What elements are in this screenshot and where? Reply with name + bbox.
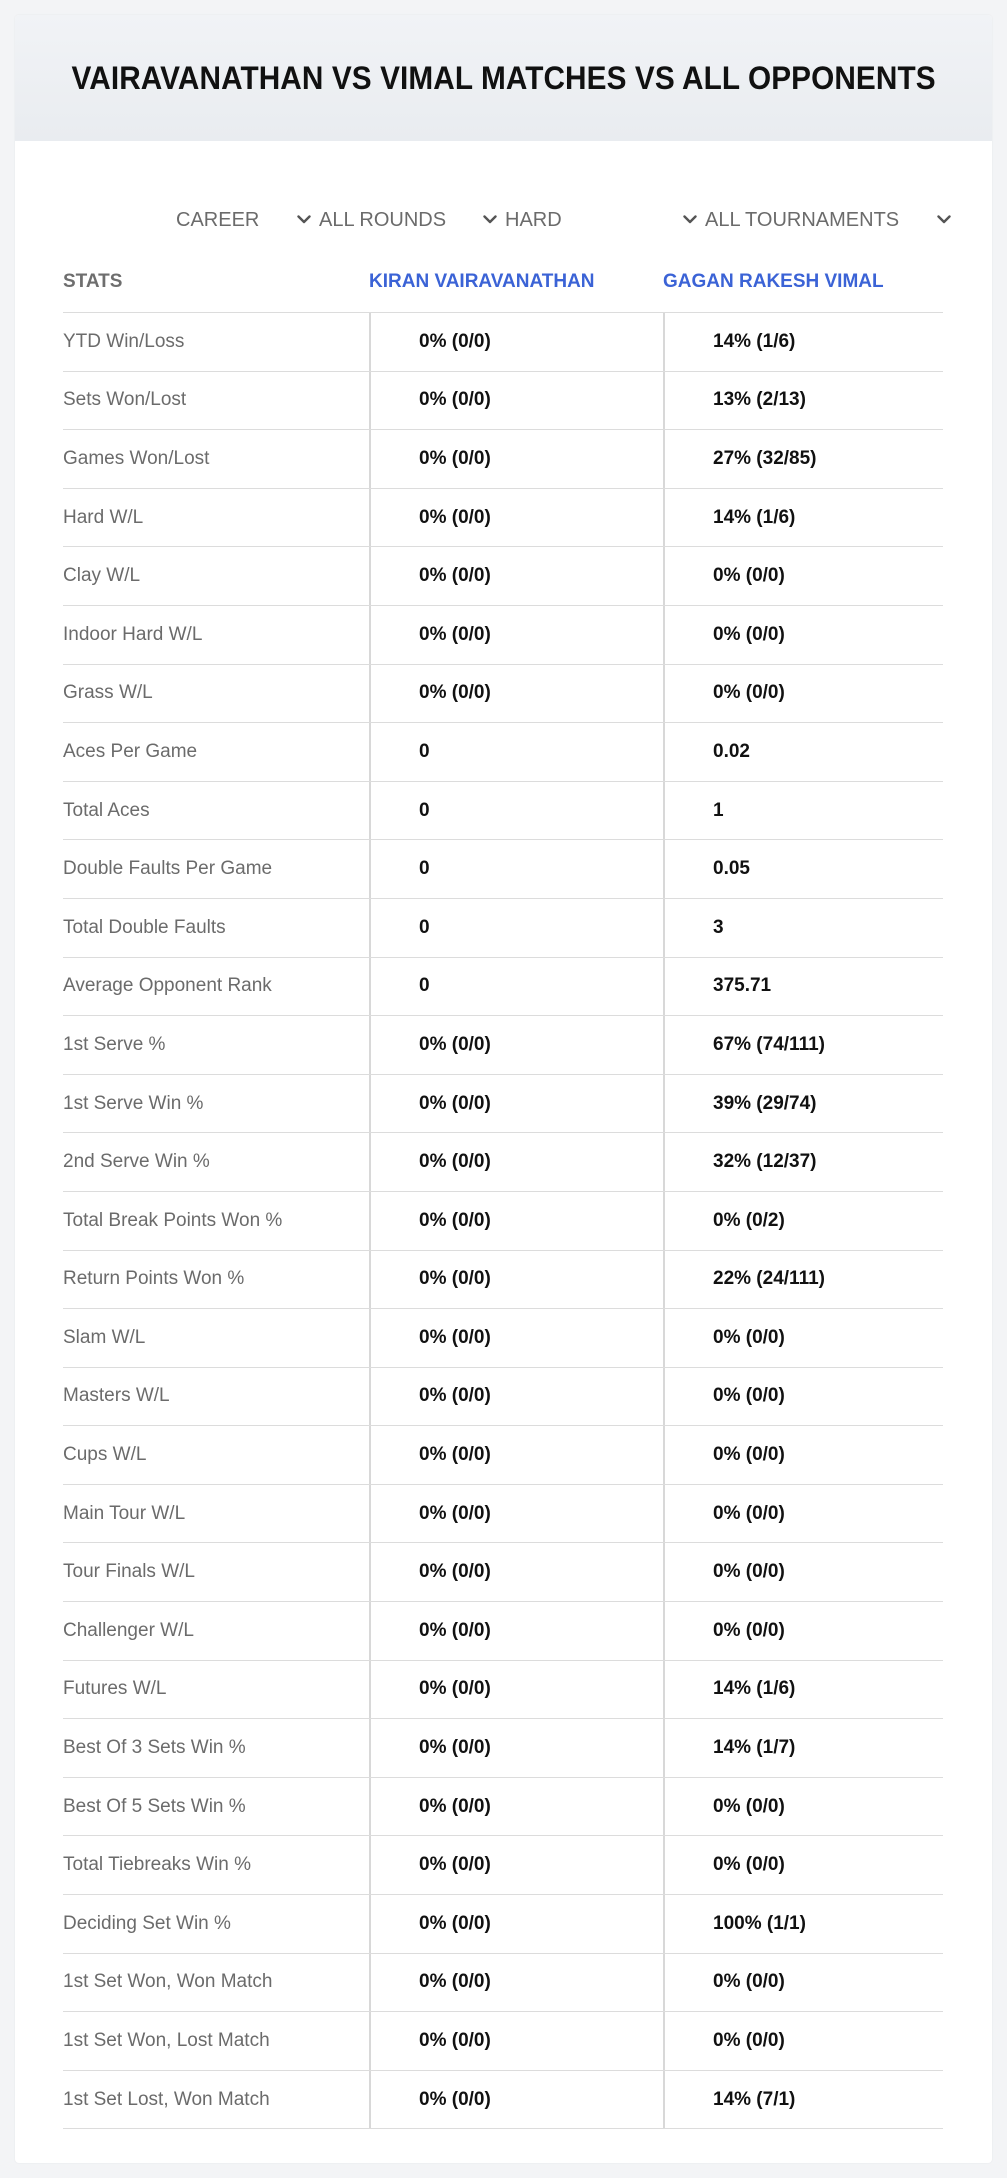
player2-value: 0% (0/0) [663,1309,943,1367]
table-header [63,251,943,313]
stat-label: Deciding Set Win % [63,1912,231,1934]
player2-value: 39% (29/74) [663,1075,943,1133]
stat-label: Masters W/L [63,1385,170,1407]
player2-value: 0% (0/2) [663,1192,943,1250]
rounds-select[interactable] [319,190,499,250]
stat-label: 1st Set Won, Won Match [63,1971,273,1993]
stat-label: Average Opponent Rank [63,975,272,997]
chevron-down-icon [681,210,699,228]
stat-label: Main Tour W/L [63,1502,186,1524]
player2-value: 0% (0/0) [663,1485,943,1543]
player2-value: 32% (12/37) [663,1133,943,1191]
player1-value: 0% (0/0) [369,2012,663,2070]
player2-value: 67% (74/111) [663,1016,943,1074]
table-row [63,1309,943,1368]
player1-value: 0 [369,723,663,781]
table-row [63,606,943,665]
page-title: VAIRAVANATHAN VS VIMAL MATCHES VS ALL OPPONENTS [71,59,936,96]
player1-value: 0% (0/0) [369,1485,663,1543]
player1-value: 0% (0/0) [369,430,663,488]
player1-link[interactable]: KIRAN VAIRAVANATHAN [369,271,595,292]
player1-value: 0 [369,782,663,840]
stat-label: Indoor Hard W/L [63,623,203,645]
player1-value: 0% (0/0) [369,1309,663,1367]
player2-value: 14% (1/6) [663,313,943,371]
table-row [63,1836,943,1895]
player2-value: 0% (0/0) [663,606,943,664]
table-row [63,430,943,489]
player1-value: 0% (0/0) [369,1661,663,1719]
stats-card [15,15,992,2163]
player2-value: 0% (0/0) [663,1836,943,1894]
player2-link[interactable]: GAGAN RAKESH VIMAL [663,271,884,292]
tournaments-select-value: ALL TOURNAMENTS [705,208,900,231]
player2-value: 0% (0/0) [663,1543,943,1601]
stat-label: Double Faults Per Game [63,858,273,880]
chevron-down-icon [481,210,499,228]
player2-value: 0% (0/0) [663,1954,943,2012]
player1-value: 0% (0/0) [369,547,663,605]
player1-value: 0 [369,840,663,898]
stat-label: Total Double Faults [63,916,226,938]
player1-value: 0% (0/0) [369,2071,663,2129]
player2-value: 14% (1/6) [663,489,943,547]
stat-label: 1st Serve % [63,1033,166,1055]
table-row [63,899,943,958]
player2-value: 0% (0/0) [663,1778,943,1836]
table-row [63,1192,943,1251]
rounds-select-value: ALL ROUNDS [319,208,447,231]
stat-label: Hard W/L [63,506,144,528]
career-select-value: CAREER [176,208,260,231]
table-row [63,1485,943,1544]
table-row [63,1543,943,1602]
stat-label: Tour Finals W/L [63,1561,195,1583]
player1-value: 0% (0/0) [369,313,663,371]
table-row [63,1661,943,1720]
player2-value: 0% (0/0) [663,1368,943,1426]
table-row [63,1954,943,2013]
stat-label: Futures W/L [63,1678,167,1700]
table-row [63,665,943,724]
player1-value: 0% (0/0) [369,1251,663,1309]
player2-value: 14% (7/1) [663,2071,943,2129]
player1-value: 0% (0/0) [369,665,663,723]
table-row [63,782,943,841]
table-row [63,1719,943,1778]
stat-label: 1st Set Won, Lost Match [63,2030,270,2052]
stat-label: Aces Per Game [63,740,198,762]
player1-value: 0% (0/0) [369,1895,663,1953]
stats-table [63,312,943,2129]
stat-label: Games Won/Lost [63,447,210,469]
player1-value: 0% (0/0) [369,1602,663,1660]
stat-label: Best Of 5 Sets Win % [63,1795,246,1817]
table-row [63,489,943,548]
player1-value: 0% (0/0) [369,1426,663,1484]
stat-label: Grass W/L [63,682,153,704]
stat-label: Challenger W/L [63,1619,194,1641]
stat-label: Return Points Won % [63,1268,245,1290]
player2-value: 1 [663,782,943,840]
stat-label: Slam W/L [63,1326,146,1348]
player1-value: 0% (0/0) [369,1368,663,1426]
stat-label: Total Aces [63,799,150,821]
stat-label: Total Tiebreaks Win % [63,1854,251,1876]
player1-value: 0% (0/0) [369,606,663,664]
player1-value: 0% (0/0) [369,1954,663,2012]
surface-select[interactable] [505,190,699,250]
table-row [63,1602,943,1661]
table-row [63,1426,943,1485]
stat-label: 2nd Serve Win % [63,1151,210,1173]
filter-bar [15,190,992,250]
player2-value: 14% (1/6) [663,1661,943,1719]
table-row [63,1368,943,1427]
table-row [63,1075,943,1134]
stat-label: Total Break Points Won % [63,1209,283,1231]
player2-value: 0% (0/0) [663,547,943,605]
stat-label: 1st Set Lost, Won Match [63,2088,270,2110]
player1-value: 0% (0/0) [369,1016,663,1074]
player2-value: 0% (0/0) [663,665,943,723]
player1-value: 0 [369,899,663,957]
player1-value: 0% (0/0) [369,1778,663,1836]
table-row [63,723,943,782]
chevron-down-icon [295,210,313,228]
stat-label: Clay W/L [63,565,141,587]
table-row [63,958,943,1017]
player1-value: 0% (0/0) [369,1075,663,1133]
stat-label: 1st Serve Win % [63,1092,204,1114]
table-row [63,372,943,431]
page-header [15,15,992,141]
player2-value: 14% (1/7) [663,1719,943,1777]
player2-value: 0% (0/0) [663,1426,943,1484]
player2-value: 3 [663,899,943,957]
table-row [63,1016,943,1075]
stats-column-header: STATS [63,271,123,292]
table-row [63,1895,943,1954]
player2-value: 22% (24/111) [663,1251,943,1309]
player1-value: 0% (0/0) [369,1719,663,1777]
player1-value: 0% (0/0) [369,1192,663,1250]
player2-value: 0.02 [663,723,943,781]
stat-label: YTD Win/Loss [63,330,185,352]
surface-select-value: HARD [505,208,562,231]
player2-value: 100% (1/1) [663,1895,943,1953]
table-row [63,2071,943,2130]
stat-label: Best Of 3 Sets Win % [63,1737,246,1759]
player1-value: 0% (0/0) [369,1836,663,1894]
player1-value: 0% (0/0) [369,489,663,547]
table-row [63,2012,943,2071]
player1-value: 0% (0/0) [369,1543,663,1601]
chevron-down-icon [935,210,953,228]
career-select[interactable] [176,190,313,250]
table-row [63,313,943,372]
player2-value: 0.05 [663,840,943,898]
table-row [63,1778,943,1837]
player1-value: 0% (0/0) [369,1133,663,1191]
player2-value: 27% (32/85) [663,430,943,488]
player1-value: 0% (0/0) [369,372,663,430]
stat-label: Cups W/L [63,1444,147,1466]
player2-value: 375.71 [663,958,943,1016]
player1-value: 0 [369,958,663,1016]
player2-value: 0% (0/0) [663,1602,943,1660]
table-row [63,1133,943,1192]
table-row [63,840,943,899]
player2-value: 0% (0/0) [663,2012,943,2070]
stat-label: Sets Won/Lost [63,389,187,411]
player2-value: 13% (2/13) [663,372,943,430]
tournaments-select[interactable] [705,190,953,250]
table-row [63,1251,943,1310]
table-row [63,547,943,606]
